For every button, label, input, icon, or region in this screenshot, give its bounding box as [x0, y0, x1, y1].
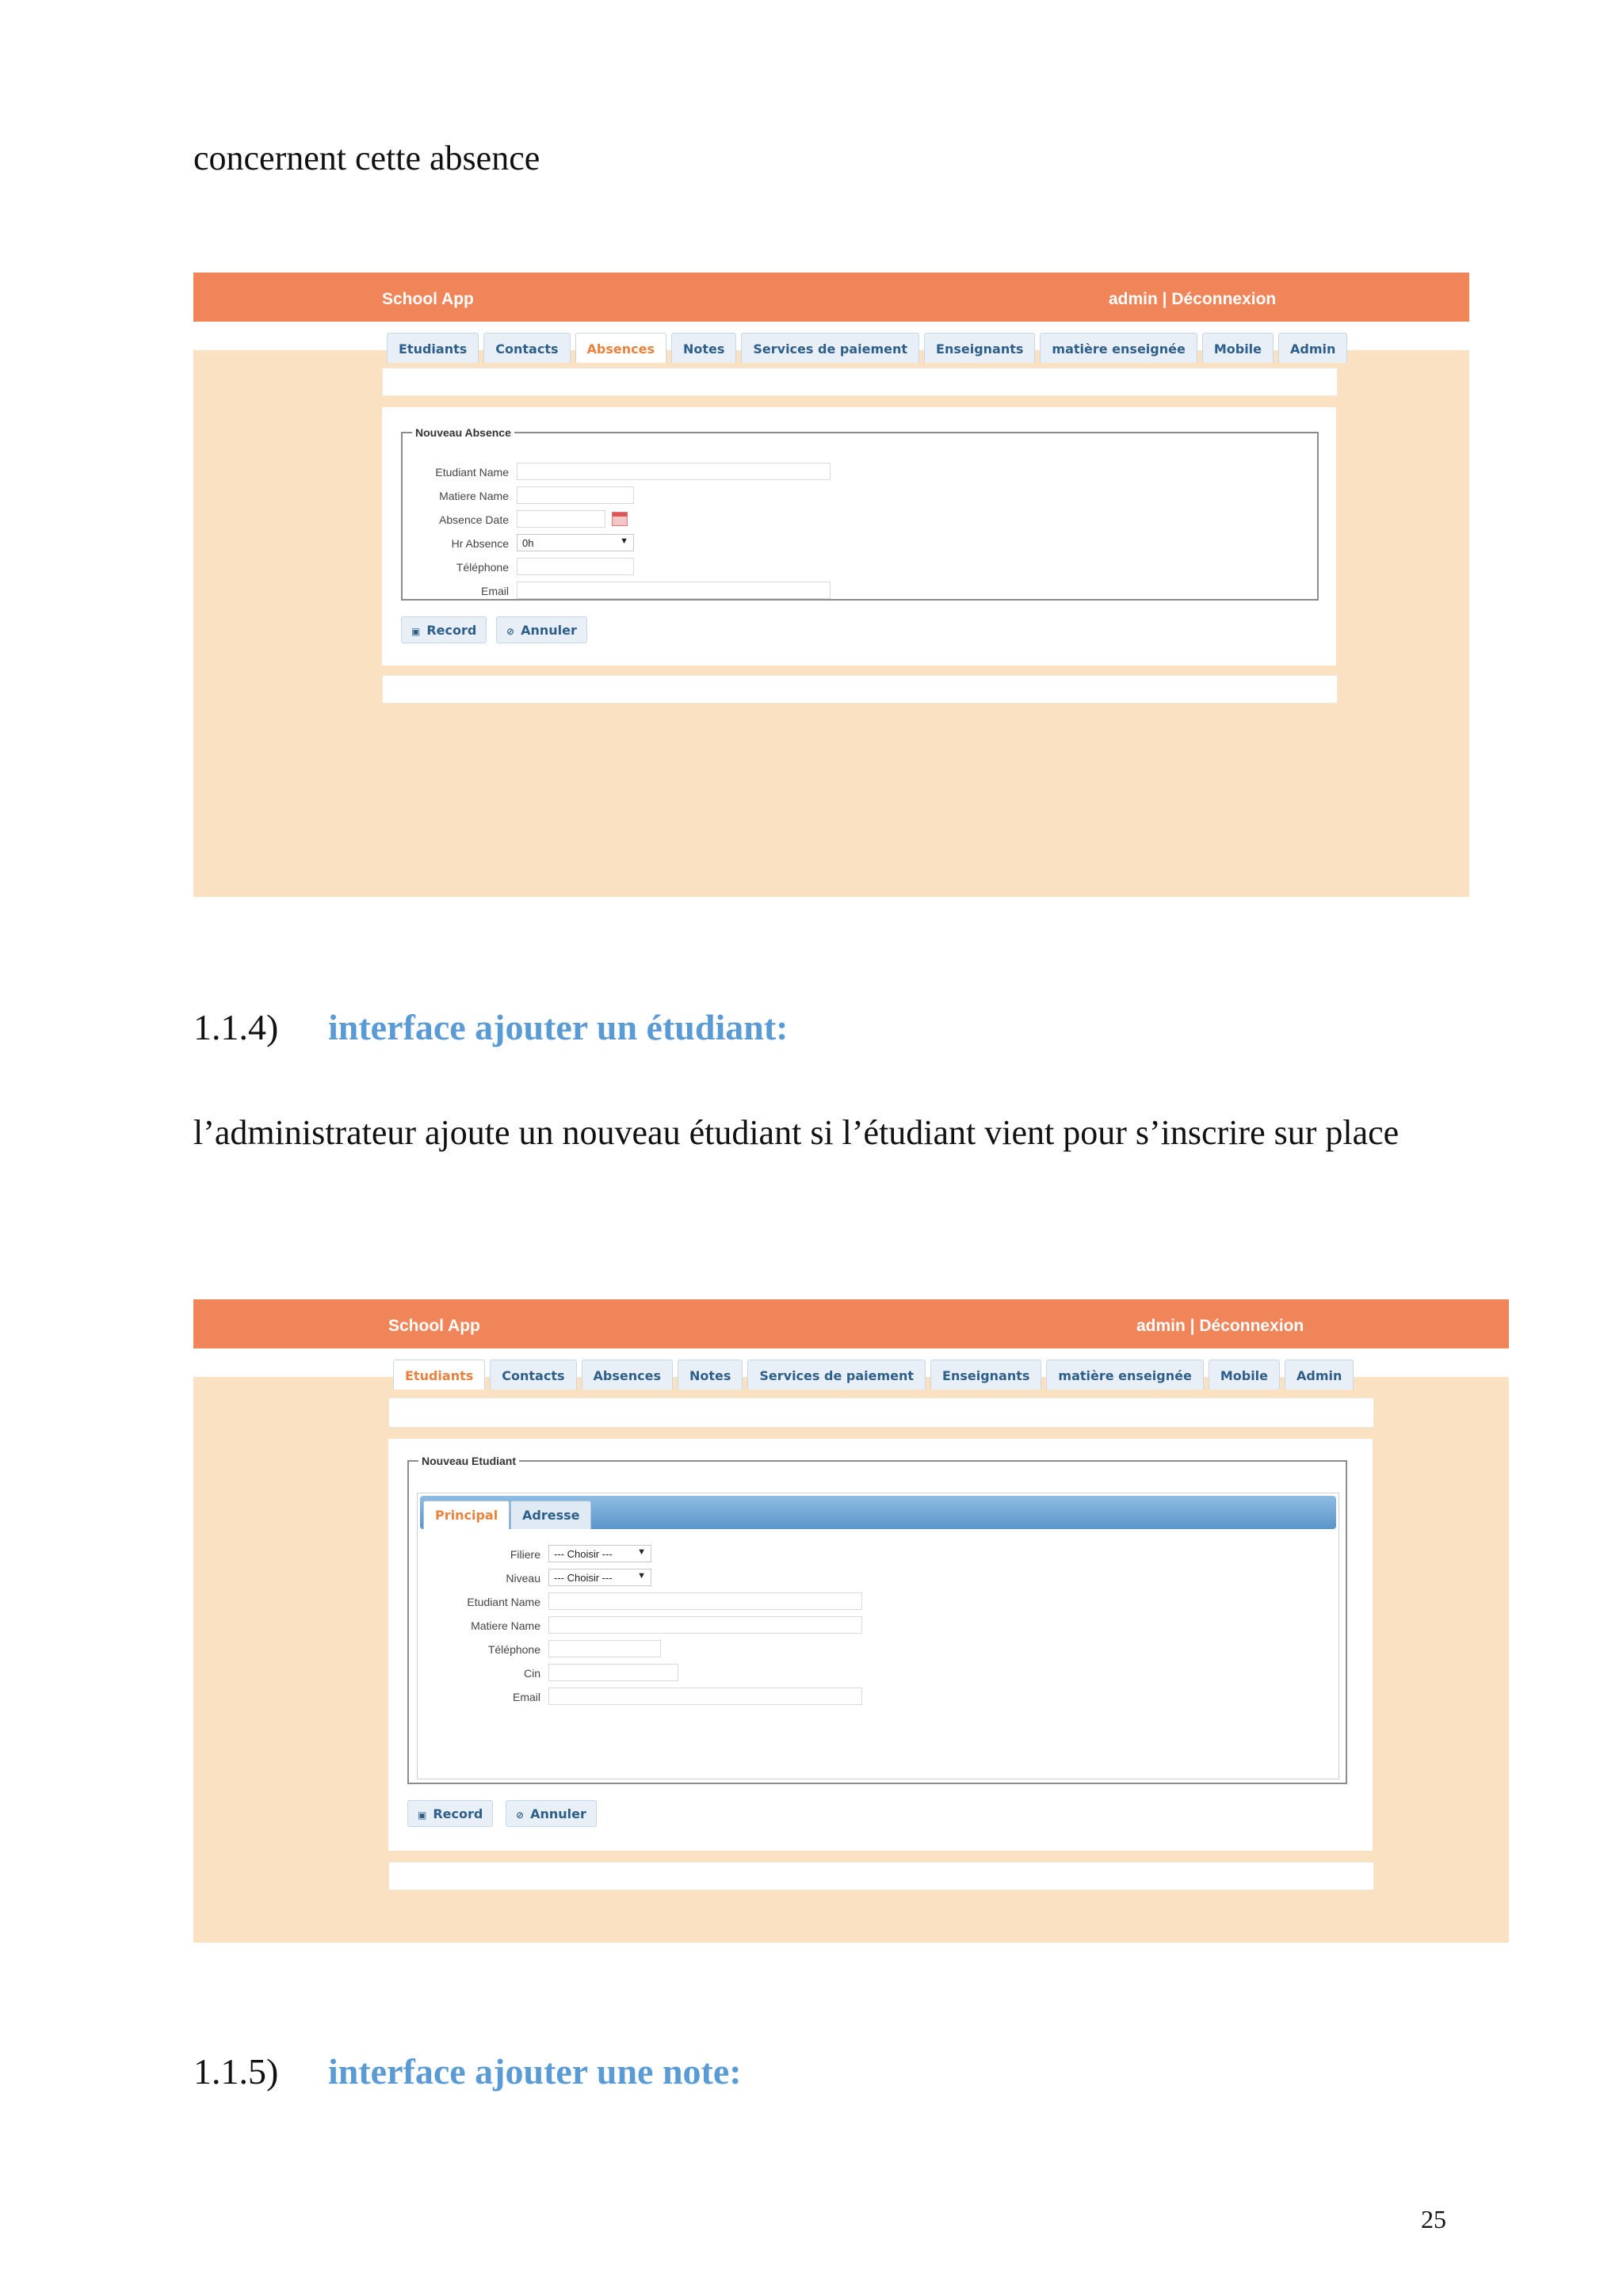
tab-absences[interactable]: Absences	[582, 1360, 673, 1390]
tab-notes[interactable]: Notes	[678, 1360, 743, 1390]
subtab-panel	[417, 1493, 1339, 1779]
annuler-button[interactable]	[496, 616, 587, 643]
label-matiere-name: Matiere Name	[439, 490, 509, 502]
record-button[interactable]	[407, 1800, 493, 1827]
section-title: interface ajouter un étudiant:	[328, 1007, 789, 1047]
app-header	[193, 1299, 1509, 1348]
label-telephone: Téléphone	[456, 561, 509, 574]
label-matiere-name: Matiere Name	[471, 1619, 540, 1632]
email-input[interactable]	[517, 582, 831, 599]
label-email: Email	[512, 1691, 540, 1703]
label-telephone: Téléphone	[487, 1643, 540, 1656]
tab-services-paiement[interactable]: Services de paiement	[747, 1360, 926, 1390]
toolbar-strip	[382, 368, 1338, 396]
section-heading-114	[193, 1006, 788, 1048]
save-icon: ▣	[411, 626, 421, 637]
filiere-select[interactable]	[548, 1545, 651, 1562]
etudiant-name-input[interactable]	[548, 1592, 862, 1610]
label-cin: Cin	[523, 1667, 540, 1680]
calendar-icon[interactable]	[612, 512, 628, 526]
etudiant-name-input[interactable]	[517, 463, 831, 480]
tab-mobile[interactable]: Mobile	[1209, 1360, 1280, 1390]
annuler-button[interactable]	[506, 1800, 597, 1827]
main-tabs	[387, 333, 1347, 363]
cin-input[interactable]	[548, 1664, 678, 1681]
annuler-button-label: Annuler	[530, 1806, 586, 1821]
hr-absence-value: 0h	[522, 537, 534, 549]
screenshot-absence-form	[193, 273, 1469, 897]
tab-enseignants[interactable]: Enseignants	[930, 1360, 1041, 1390]
tab-enseignants[interactable]: Enseignants	[924, 333, 1035, 363]
tab-notes[interactable]: Notes	[671, 333, 736, 363]
chevron-down-icon: ▼	[620, 536, 628, 546]
save-icon: ▣	[418, 1810, 427, 1821]
matiere-name-input[interactable]	[517, 486, 634, 504]
form-panel	[388, 1439, 1373, 1851]
form-panel	[382, 407, 1336, 666]
label-etudiant-name: Etudiant Name	[467, 1596, 540, 1608]
tab-contacts[interactable]: Contacts	[483, 333, 570, 363]
tab-matiere-enseignee[interactable]: matière enseignée	[1046, 1360, 1203, 1390]
tab-absences[interactable]: Absences	[575, 333, 666, 363]
section-title: interface ajouter une note:	[328, 2051, 742, 2092]
page-number: 25	[1421, 2205, 1446, 2233]
cancel-icon: ⊘	[506, 626, 515, 637]
label-filiere: Filiere	[510, 1548, 540, 1561]
niveau-select[interactable]	[548, 1569, 651, 1586]
paragraph-114: l’administrateur ajoute un nouveau étudiant si l’étudiant vient pour s’inscrire sur place	[193, 1113, 1400, 1152]
subtab-adresse[interactable]: Adresse	[510, 1501, 591, 1529]
app-header	[193, 273, 1469, 322]
section-heading-115	[193, 2050, 742, 2092]
label-email: Email	[480, 585, 509, 597]
telephone-input[interactable]	[548, 1640, 661, 1657]
cancel-icon: ⊘	[516, 1810, 525, 1821]
niveau-value: --- Choisir ---	[554, 1572, 613, 1584]
telephone-input[interactable]	[517, 558, 634, 575]
label-niveau: Niveau	[506, 1572, 540, 1585]
screenshot-etudiant-form	[193, 1299, 1509, 1943]
section-number: 1.1.5)	[193, 2051, 279, 2092]
footer-strip	[382, 675, 1338, 704]
tab-admin[interactable]: Admin	[1285, 1360, 1354, 1390]
paragraph-top: concernent cette absence	[193, 139, 540, 177]
subtab-bar	[420, 1496, 1336, 1529]
section-number: 1.1.4)	[193, 1007, 279, 1047]
record-button-label: Record	[433, 1806, 483, 1821]
chevron-down-icon: ▼	[637, 1547, 646, 1557]
record-button-label: Record	[426, 623, 477, 638]
record-button[interactable]	[401, 616, 487, 643]
toolbar-strip	[388, 1398, 1374, 1428]
user-logout-link[interactable]: admin | Déconnexion	[1136, 1317, 1304, 1335]
email-input[interactable]	[548, 1688, 862, 1705]
user-logout-link[interactable]: admin | Déconnexion	[1109, 290, 1277, 308]
app-title: School App	[382, 290, 474, 308]
tab-etudiants[interactable]: Etudiants	[393, 1360, 485, 1390]
tab-contacts[interactable]: Contacts	[490, 1360, 576, 1390]
app-title: School App	[388, 1317, 480, 1335]
annuler-button-label: Annuler	[521, 623, 577, 638]
tab-matiere-enseignee[interactable]: matière enseignée	[1040, 333, 1197, 363]
tab-admin[interactable]: Admin	[1278, 333, 1347, 363]
footer-strip	[388, 1862, 1374, 1890]
subtab-principal[interactable]: Principal	[423, 1501, 510, 1529]
tab-etudiants[interactable]: Etudiants	[387, 333, 479, 363]
tab-services-paiement[interactable]: Services de paiement	[741, 333, 919, 363]
label-etudiant-name: Etudiant Name	[435, 466, 509, 479]
absence-date-input[interactable]	[517, 510, 605, 528]
matiere-name-input[interactable]	[548, 1616, 862, 1634]
tab-mobile[interactable]: Mobile	[1202, 333, 1274, 363]
chevron-down-icon: ▼	[637, 1571, 646, 1581]
hr-absence-select[interactable]	[517, 534, 634, 551]
main-tabs	[393, 1360, 1354, 1390]
form-legend: Nouveau Etudiant	[422, 1455, 517, 1467]
form-legend: Nouveau Absence	[415, 426, 511, 439]
label-absence-date: Absence Date	[439, 513, 509, 526]
label-hr-absence: Hr Absence	[451, 537, 509, 550]
filiere-value: --- Choisir ---	[554, 1548, 613, 1560]
